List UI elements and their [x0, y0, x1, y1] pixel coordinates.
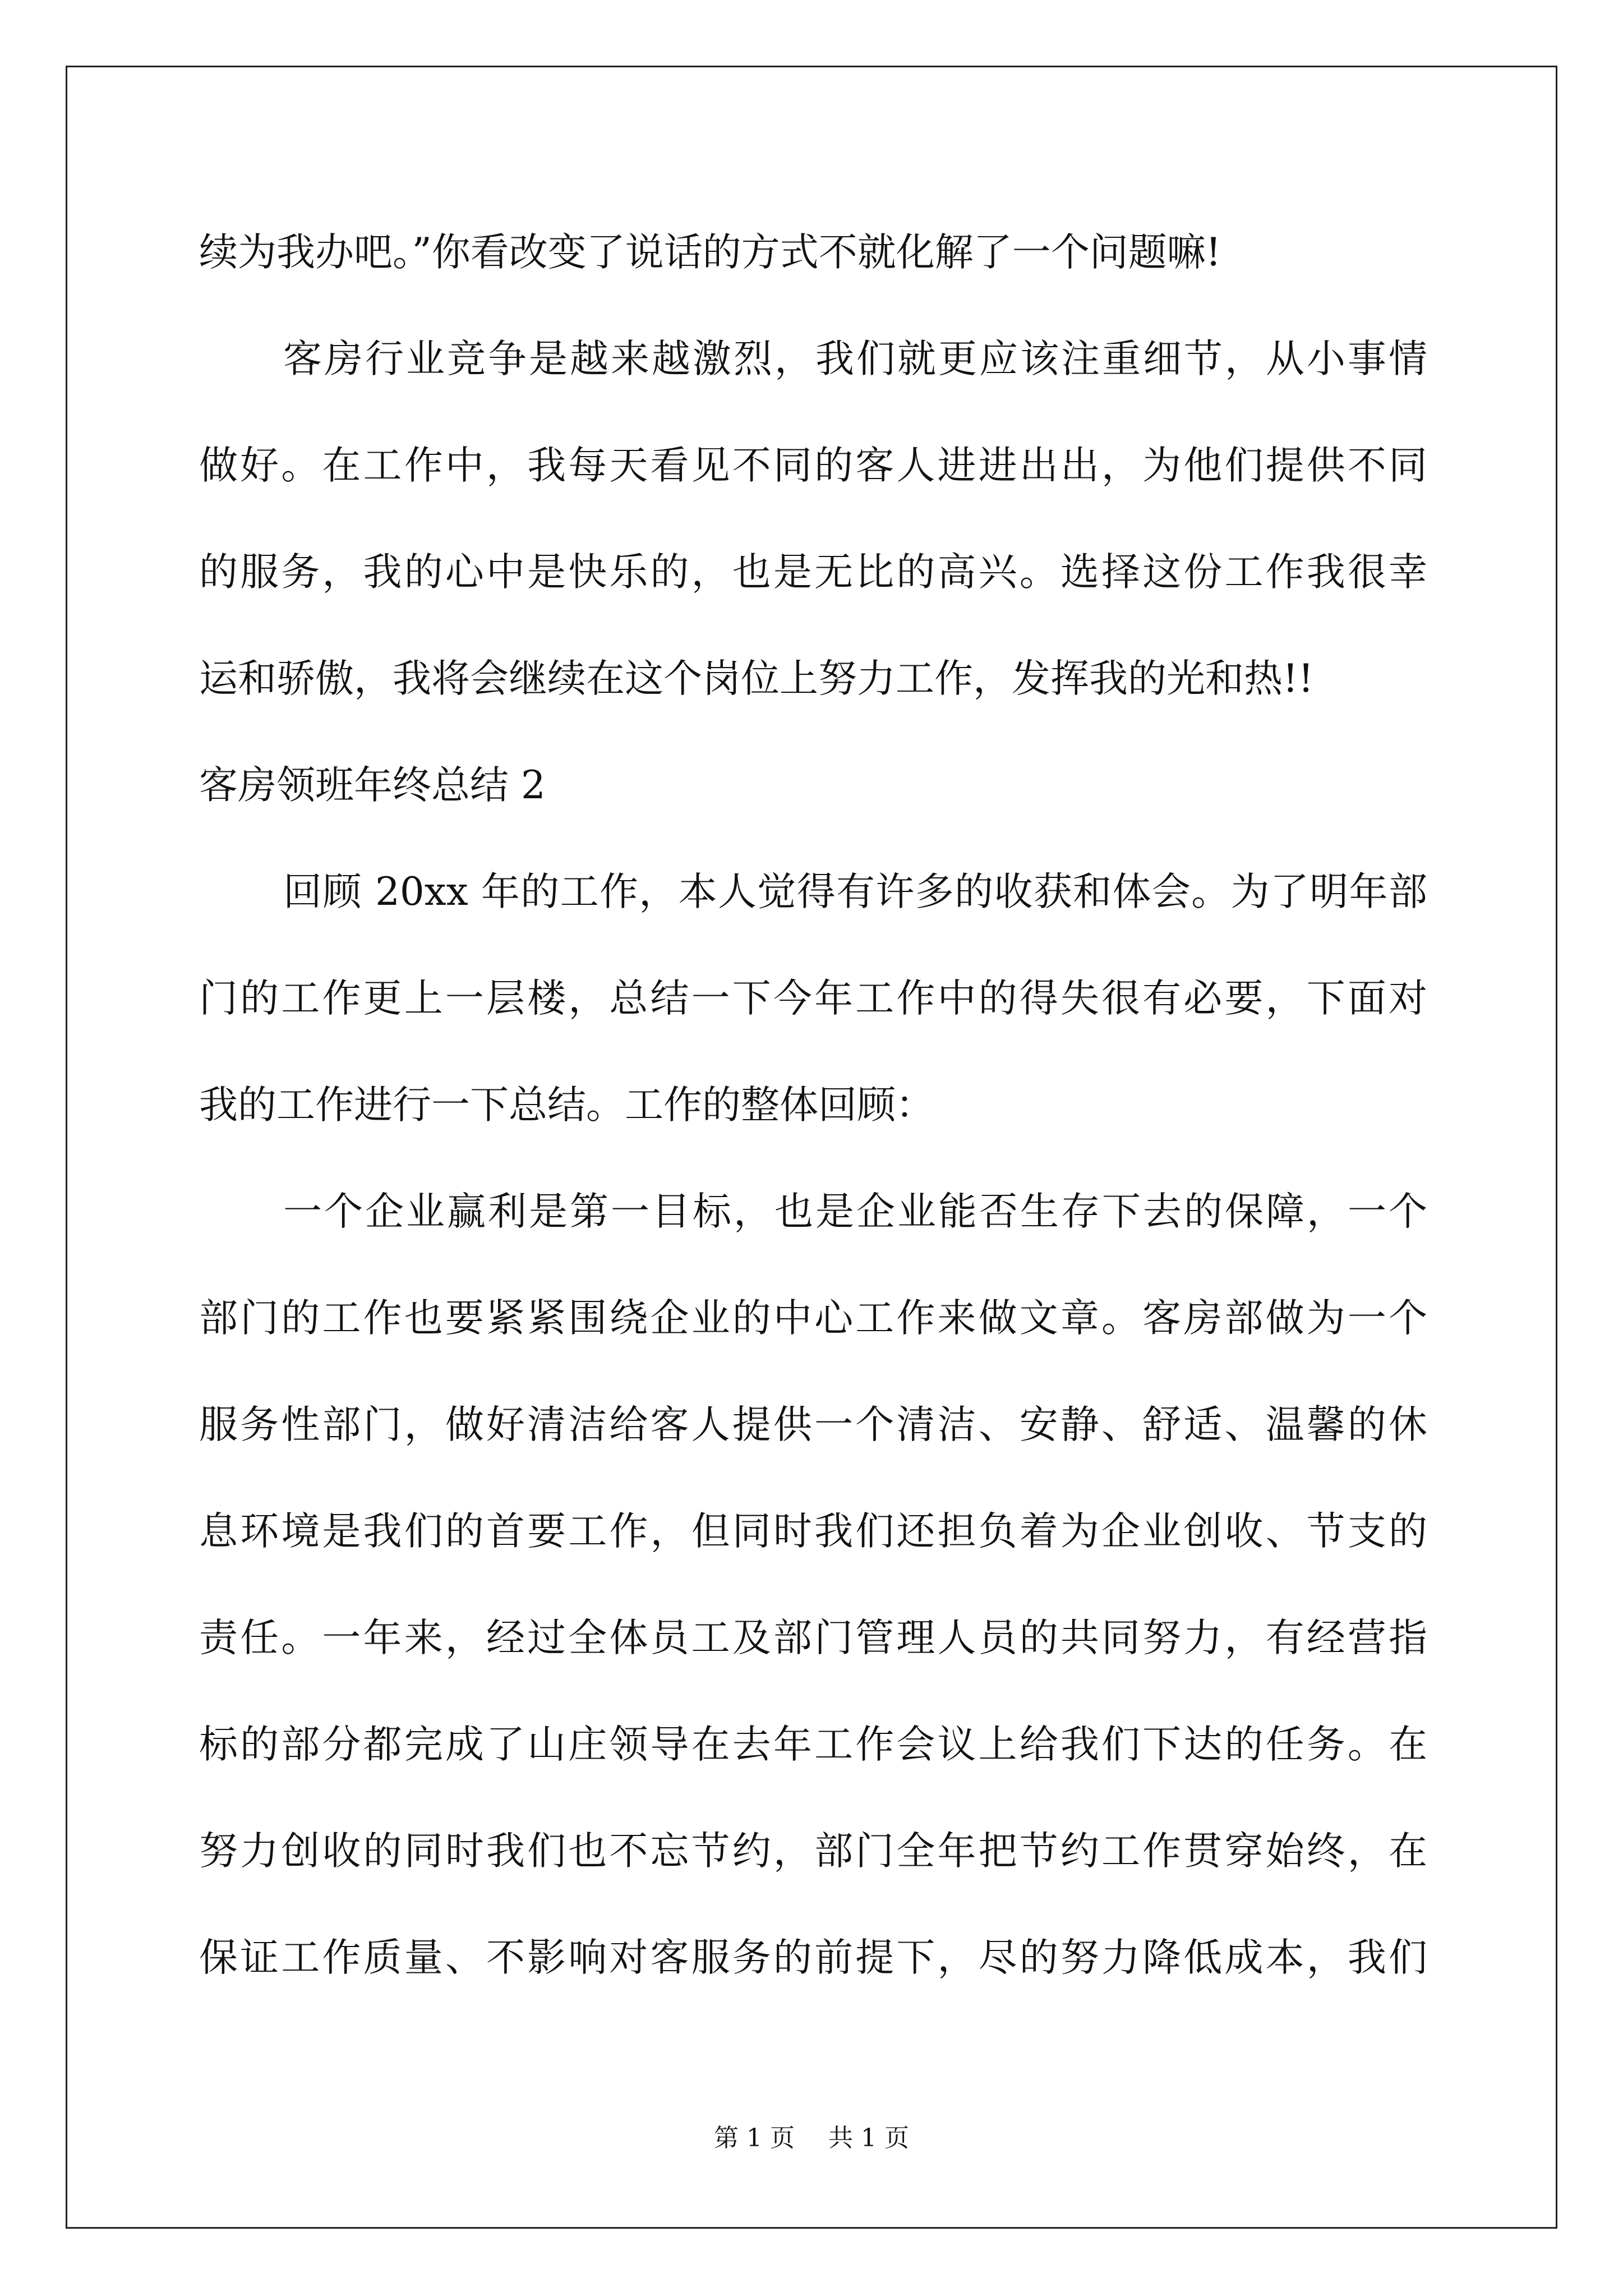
text-line-4: 的服务，我的心中是快乐的，也是无比的高兴。选择这份工作我很幸 [199, 550, 1427, 595]
text-line-3: 做好。在工作中，我每天看见不同的客人进进出出，为他们提供不同 [199, 443, 1427, 488]
page-footer [0, 2118, 1623, 2154]
section-heading: 客房领班年终总结 2 [199, 763, 546, 808]
text-line-10: 一个企业赢利是第一目标，也是企业能否生存下去的保障，一个 [283, 1189, 1427, 1234]
text-line-7: 回顾 20xx 年的工作，本人觉得有许多的收获和体会。为了明年部 [283, 869, 1427, 914]
text-line-17: 保证工作质量、不影响对客服务的前提下，尽的努力降低成本，我们 [199, 1935, 1427, 1980]
text-line-2: 客房行业竞争是越来越激烈，我们就更应该注重细节，从小事情 [283, 337, 1427, 381]
page-total: 共 1 页 [828, 2124, 909, 2152]
text-line-8: 门的工作更上一层楼，总结一下今年工作中的得失很有必要，下面对 [199, 976, 1427, 1021]
text-line-13: 息环境是我们的首要工作，但同时我们还担负着为企业创收、节支的 [199, 1509, 1427, 1554]
text-line-15: 标的部分都完成了山庄领导在去年工作会议上给我们下达的任务。在 [199, 1722, 1427, 1767]
document-body [199, 199, 1427, 2011]
text-line-1: 续为我办吧。”你看改变了说话的方式不就化解了一个问题嘛! [199, 230, 1221, 275]
text-line-9: 我的工作进行一下总结。工作的整体回顾： [199, 1083, 934, 1128]
text-line-12: 服务性部门，做好清洁给客人提供一个清洁、安静、舒适、温馨的休 [199, 1402, 1427, 1447]
text-line-11: 部门的工作也要紧紧围绕企业的中心工作来做文章。客房部做为一个 [199, 1296, 1427, 1341]
page-number: 第 1 页 [714, 2124, 795, 2152]
text-line-14: 责任。一年来，经过全体员工及部门管理人员的共同努力，有经营指 [199, 1616, 1427, 1660]
text-line-16: 努力创收的同时我们也不忘节约，部门全年把节约工作贯穿始终，在 [199, 1829, 1427, 1874]
text-line-5: 运和骄傲，我将会继续在这个岗位上努力工作，发挥我的光和热!! [199, 656, 1314, 701]
